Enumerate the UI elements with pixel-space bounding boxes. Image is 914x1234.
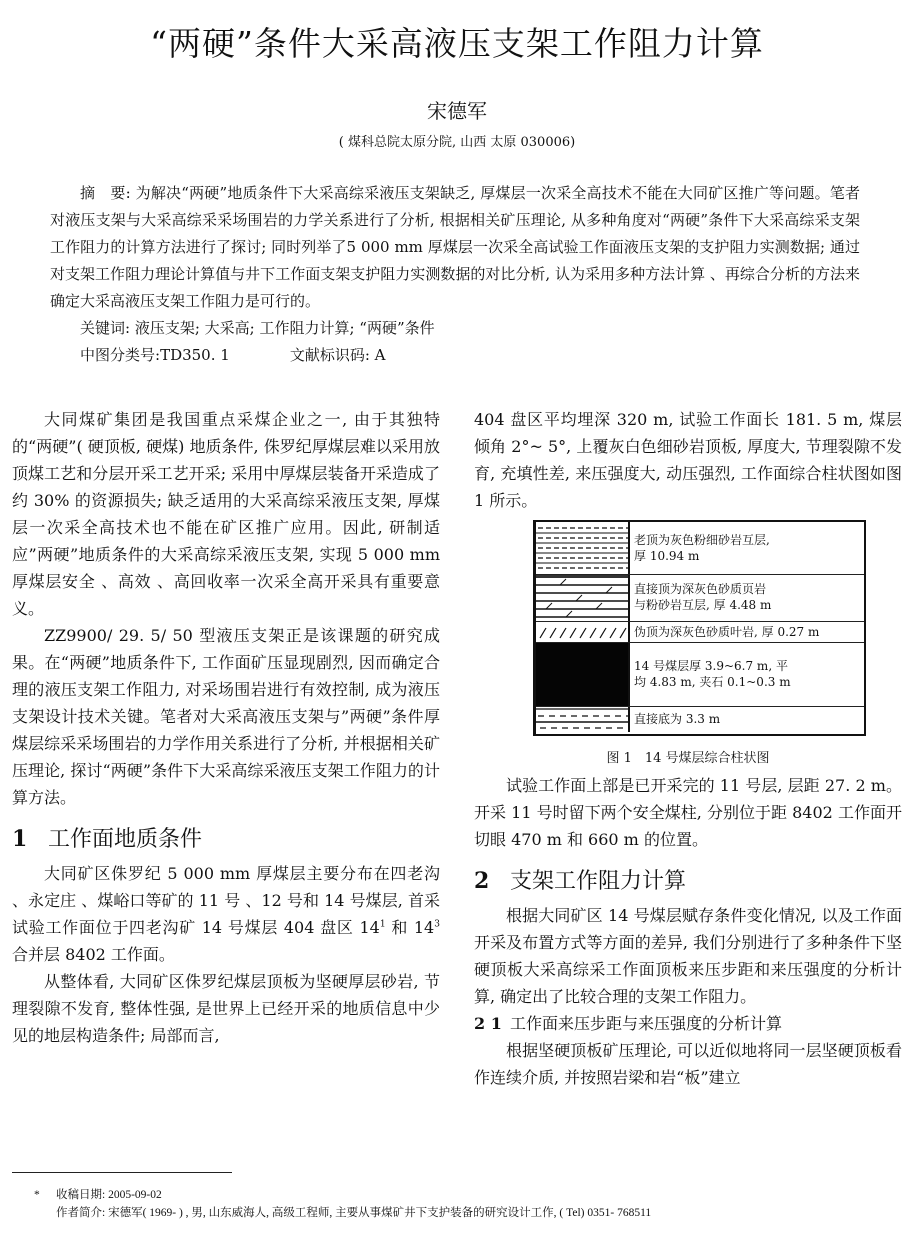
layer-text: 厚 10.94 m	[634, 549, 700, 563]
body-paragraph	[12, 860, 440, 968]
layer-text: 14 号煤层厚 3.9~6.7 m, 平	[634, 659, 788, 673]
layer-immediate-floor	[536, 707, 864, 732]
layer-text: 直接顶为深灰色砂质页岩	[634, 582, 767, 596]
layer-description	[634, 581, 860, 613]
body-paragraph: 从整体看, 大同矿区侏罗纪煤层顶板为坚硬厚层砂岩, 节理裂隙不发育, 整体性强, 是世界上已经开采的地质信息中少见的地层构造条件; 局部而言,	[12, 972, 440, 1045]
left-column	[12, 406, 440, 1049]
paragraph-text: 大同矿区侏罗纪 5 000 mm 厚煤层主要分布在四老沟 、永定庄 、煤峪口等矿的 11 号 、12 号和 14 号煤层, 首采试验工作面位于四老沟矿 14 号煤层 404 盘区 14	[12, 864, 440, 937]
paper-title: “两硬”条件大采高液压支架工作阻力计算	[150, 24, 764, 63]
figure-block	[474, 520, 902, 768]
clc-code: TD350. 1	[160, 346, 230, 364]
section-number: 1	[12, 826, 28, 852]
section-title: 支架工作阻力计算	[510, 869, 687, 894]
layer-description	[634, 624, 860, 640]
body-paragraph: 根据坚硬顶板矿压理论, 可以近似地将同一层坚硬顶板看作连续介质, 并按照岩梁和岩“板”建立	[474, 1041, 902, 1087]
classification-line	[50, 342, 860, 369]
layer-text: 伪顶为深灰色砂质叶岩, 厚 0.27 m	[634, 625, 820, 639]
superscript: 3	[434, 919, 440, 930]
footnote-marker: *	[34, 1189, 40, 1201]
body-paragraph: 大同煤矿集团是我国重点采煤企业之一, 由于其独特的“两硬”( 硬顶板, 硬煤) 地质条件, 侏罗纪厚煤层难以采用放顶煤工艺和分层开采工艺开采; 采用中厚煤层装备开采造成了约 30% 的资源损失; 缺乏适用的大采高综采液压支架, 厚煤层一次采全高技术也不能在矿区推广应用。因此, 研制适应”两硬”地质条件的大采高综采液压支架, 实现 5 000 mm 厚煤层安全 、高效 、高回收率一次采全高开采具有重要意义。	[12, 410, 440, 618]
abstract-block	[50, 180, 860, 369]
paragraph-text: 合并层 8402 工作面。	[12, 945, 175, 964]
abstract-text: 为解决“两硬”地质条件下大采高综采液压支架缺乏, 厚煤层一次采全高技术不能在大同矿区推广等问题。笔者对液压支架与大采高综采采场围岩的力学关系进行了分析, 根据相关矿压理论, 从多种角度对“两硬”条件下大采高综采支架工作阻力的计算方法进行了探讨; 同时列举了5 000 mm 厚煤层一次采全高试验工作面液压支架的支护阻力实测数据; 通过对支架工作阻力理论计算值与井下工作面支架支护阻力实测数据的对比分析, 认为采用多种方法计算 、再综合分析的方法来确定大采高液压支架工作阻力是可行的。	[50, 184, 860, 310]
layer-text: 直接底为 3.3 m	[634, 712, 721, 726]
floor-pattern	[536, 707, 630, 732]
paragraph-text: 和 14	[385, 918, 435, 937]
layer-text: 与粉砂岩互层, 厚 4.48 m	[634, 598, 772, 612]
abstract-label: 摘 要:	[80, 184, 131, 202]
layer-false-roof	[536, 622, 864, 643]
layer-description	[634, 711, 860, 727]
received-date: 收稿日期: 2005-09-02	[56, 1189, 162, 1201]
diagonal-hatch-pattern	[536, 622, 630, 642]
body-paragraph: 404 盘区平均埋深 320 m, 试验工作面长 181. 5 m, 煤层倾角 2°~ 5°, 上覆灰白色细砂岩顶板, 厚度大, 节理裂隙不发育, 充填性差, 来压强度大, 动压强烈, 工作面综合柱状图如图 1 所示。	[474, 410, 902, 510]
layer-description	[634, 658, 860, 690]
body-paragraph: 试验工作面上部是已开采完的 11 号层, 层距 27. 2 m。开采 11 号时留下两个安全煤柱, 分别位于距 8402 工作面开切眼 470 m 和 660 m 的位置。	[474, 776, 902, 849]
solid-coal-pattern	[536, 643, 630, 706]
section-title: 工作面地质条件	[48, 827, 203, 852]
subsection-number: 2 1	[474, 1014, 502, 1033]
author-bio: 作者简介: 宋德军( 1969- ) , 男, 山东威海人, 高级工程师, 主要从事煤矿井下支护装备的研究设计工作, ( Tel) 0351- 768511	[56, 1207, 652, 1219]
section-heading-1	[12, 823, 440, 856]
layer-immediate-roof	[536, 575, 864, 622]
footnote-divider	[12, 1172, 232, 1173]
keywords-label: 关键词:	[80, 319, 131, 337]
doc-code-label: 文献标识码:	[289, 346, 370, 364]
subsection-title: 工作面来压步距与来压强度的分析计算	[510, 1014, 783, 1033]
figure-caption: 图 1 14 号煤层综合柱状图	[606, 751, 770, 766]
keywords-line	[50, 315, 860, 342]
keywords-text: 液压支架; 大采高; 工作阻力计算; “两硬”条件	[134, 319, 435, 337]
right-column	[474, 406, 902, 1091]
stratigraphic-column-figure	[533, 520, 866, 736]
subsection-heading-2-1	[474, 1010, 902, 1037]
received-date-line	[34, 1186, 651, 1204]
layer-coal-seam	[536, 643, 864, 707]
body-paragraph: ZZ9900/ 29. 5/ 50 型液压支架正是该课题的研究成果。在“两硬”地质条件下, 工作面矿压显现剧烈, 因而确定合理的液压支架工作阻力, 对采场围岩进行有效控制, 成为液压支架设计技术关键。笔者对大采高液压支架与”两硬”条件厚煤层综采采场围岩的力学作用关系进行了分析, 并根据相关矿压理论, 探讨“两硬”条件下大采高综采液压支架工作阻力的计算方法。	[12, 626, 440, 807]
layer-text: 均 4.83 m, 夹石 0.1~0.3 m	[634, 675, 791, 689]
doc-code: A	[374, 346, 386, 364]
layer-text: 老顶为灰色粉细砂岩互层,	[634, 533, 770, 547]
body-paragraph: 根据大同矿区 14 号煤层赋存条件变化情况, 以及工作面开采及布置方式等方面的差异, 我们分别进行了多种条件下坚硬顶板大采高综采工作面顶板来压步距和来压强度的分析计算, 确定出了比较合理的支架工作阻力。	[474, 906, 902, 1006]
section-number: 2	[474, 868, 490, 894]
layer-main-roof	[536, 522, 864, 575]
author-affiliation: ( 煤科总院太原分院, 山西 太原 030006)	[338, 135, 576, 150]
layer-description	[634, 532, 860, 564]
footnote	[34, 1186, 651, 1222]
author-name: 宋德军	[427, 99, 487, 123]
abstract-paragraph	[50, 180, 860, 315]
shale-pattern	[536, 575, 630, 621]
clc-label: 中图分类号:	[80, 346, 161, 364]
superscript: 1	[379, 919, 386, 930]
siltstone-pattern	[536, 522, 630, 574]
section-heading-2	[474, 865, 902, 898]
